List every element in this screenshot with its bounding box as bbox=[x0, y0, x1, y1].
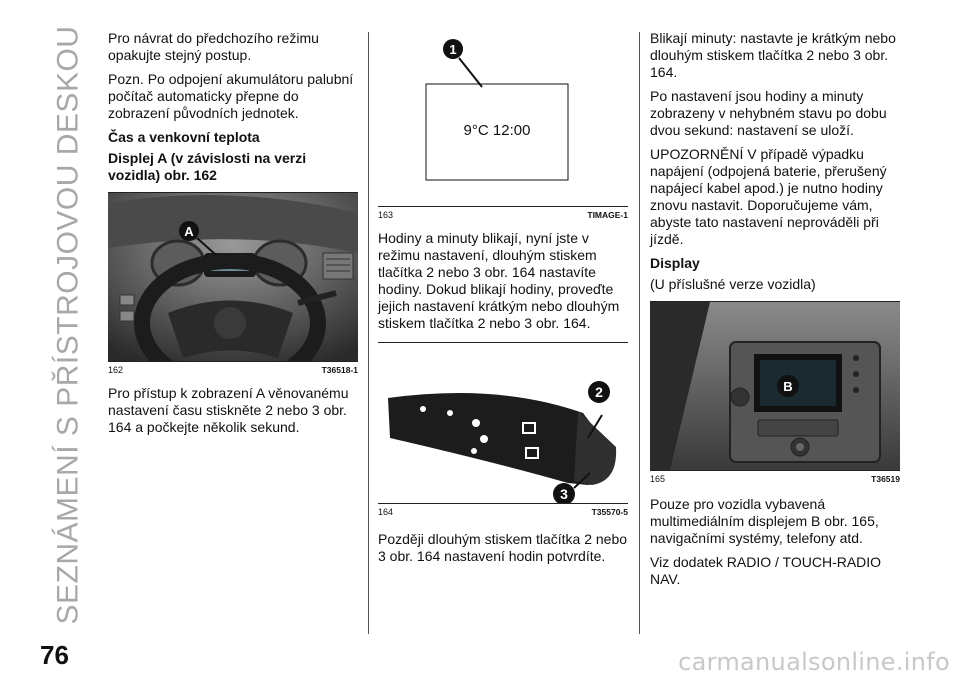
figure-caption bbox=[650, 474, 900, 484]
chapter-side-title bbox=[48, 25, 88, 624]
figure-caption bbox=[108, 365, 358, 375]
figure-bottom-rule bbox=[378, 503, 628, 504]
chapter-title-text: SEZNÁMENÍ S PŘÍSTROJOVOU DESKOU bbox=[51, 25, 85, 624]
figure-number: 165 bbox=[650, 474, 666, 484]
figure-number: 164 bbox=[378, 507, 394, 517]
warning-paragraph: UPOZORNĚNÍ V případě výpadku napájení (odpojená baterie, přerušený napájecí kabel apod.) je nutno hodiny znovu nastavit. Doporučujeme vám, abyste tato nastavení neprováděli při jízdě. bbox=[650, 146, 887, 247]
watermark-text: carmanualsonline.info bbox=[678, 648, 950, 676]
section-heading: Čas a venkovní teplota bbox=[108, 129, 260, 145]
dashboard-photo bbox=[108, 193, 358, 361]
figure-caption bbox=[378, 210, 628, 220]
display-diagram bbox=[378, 32, 628, 206]
multimedia-display-photo bbox=[650, 302, 900, 470]
paragraph: Pozn. Po odpojení akumulátoru palubní počítač automaticky přepne do zobrazení původních jednotek. bbox=[108, 71, 354, 121]
label-b-text: B bbox=[783, 379, 793, 394]
figure-code: T36518-1 bbox=[321, 365, 358, 375]
paragraph: Blikají minuty: nastavte je krátkým nebo dlouhým stiskem tlačítka 2 nebo 3 obr. 164. bbox=[650, 30, 896, 80]
column-1 bbox=[108, 30, 358, 443]
figure-bottom-rule bbox=[108, 361, 358, 362]
figure-bottom-rule bbox=[378, 206, 628, 207]
stalk-photo bbox=[378, 343, 628, 503]
figure-caption bbox=[378, 507, 628, 517]
figure-bottom-rule bbox=[650, 470, 900, 471]
paragraph: Pro přístup k zobrazení A věnovanému nastavení času stiskněte 2 nebo 3 obr. 164 a počkejte několik sekund. bbox=[108, 385, 349, 435]
paragraph: Později dlouhým stiskem tlačítka 2 nebo 3 obr. 164 nastavení hodin potvrdíte. bbox=[378, 531, 628, 564]
label-1-text: 1 bbox=[449, 42, 457, 57]
figure-number: 162 bbox=[108, 365, 124, 375]
paragraph: Po nastavení jsou hodiny a minuty zobrazeny v nehybném stavu po dobu dvou sekund: nastavení se uloží. bbox=[650, 88, 887, 138]
paragraph: Viz dodatek RADIO / TOUCH-RADIO NAV. bbox=[650, 554, 882, 587]
column-2 bbox=[378, 30, 628, 572]
figure-code: TIMAGE-1 bbox=[587, 210, 628, 220]
display-digits: 888 bbox=[222, 261, 238, 271]
figure-163 bbox=[378, 32, 628, 220]
label-3-text: 3 bbox=[560, 486, 568, 502]
section-heading: Display bbox=[650, 255, 700, 271]
figure-code: T35570-5 bbox=[591, 507, 628, 517]
label-2-text: 2 bbox=[595, 384, 603, 400]
label-a-text: A bbox=[184, 224, 194, 239]
figure-code: T36519 bbox=[871, 474, 900, 484]
column-divider-right bbox=[639, 32, 640, 634]
display-readout: 9°C 12:00 bbox=[463, 122, 531, 139]
subsection-heading: Displej A (v závislosti na verzi vozidla) obr. 162 bbox=[108, 150, 307, 183]
page-number: 76 bbox=[40, 640, 69, 670]
paragraph: Hodiny a minuty blikají, nyní jste v režimu nastavení, dlouhým stiskem tlačítka 2 nebo 3 obr. 164 nastavíte hodiny. Dokud blikají hodiny, proveďte jejich nastavení krátkým nebo dlouhým stiskem tlačítka 2 nebo 3 obr. 164. bbox=[378, 230, 620, 331]
column-divider-left bbox=[368, 32, 369, 634]
figure-number: 163 bbox=[378, 210, 394, 220]
paragraph: Pouze pro vozidla vybavená multimediálním displejem B obr. 165, navigačními systémy, telefony atd. bbox=[650, 496, 879, 546]
paragraph: (U příslušné verze vozidla) bbox=[650, 276, 816, 292]
figure-162 bbox=[108, 192, 358, 375]
figure-165 bbox=[650, 301, 900, 484]
figure-164 bbox=[378, 342, 628, 517]
paragraph: Pro návrat do předchozího režimu opakujte stejný postup. bbox=[108, 30, 319, 63]
column-3 bbox=[650, 30, 900, 595]
